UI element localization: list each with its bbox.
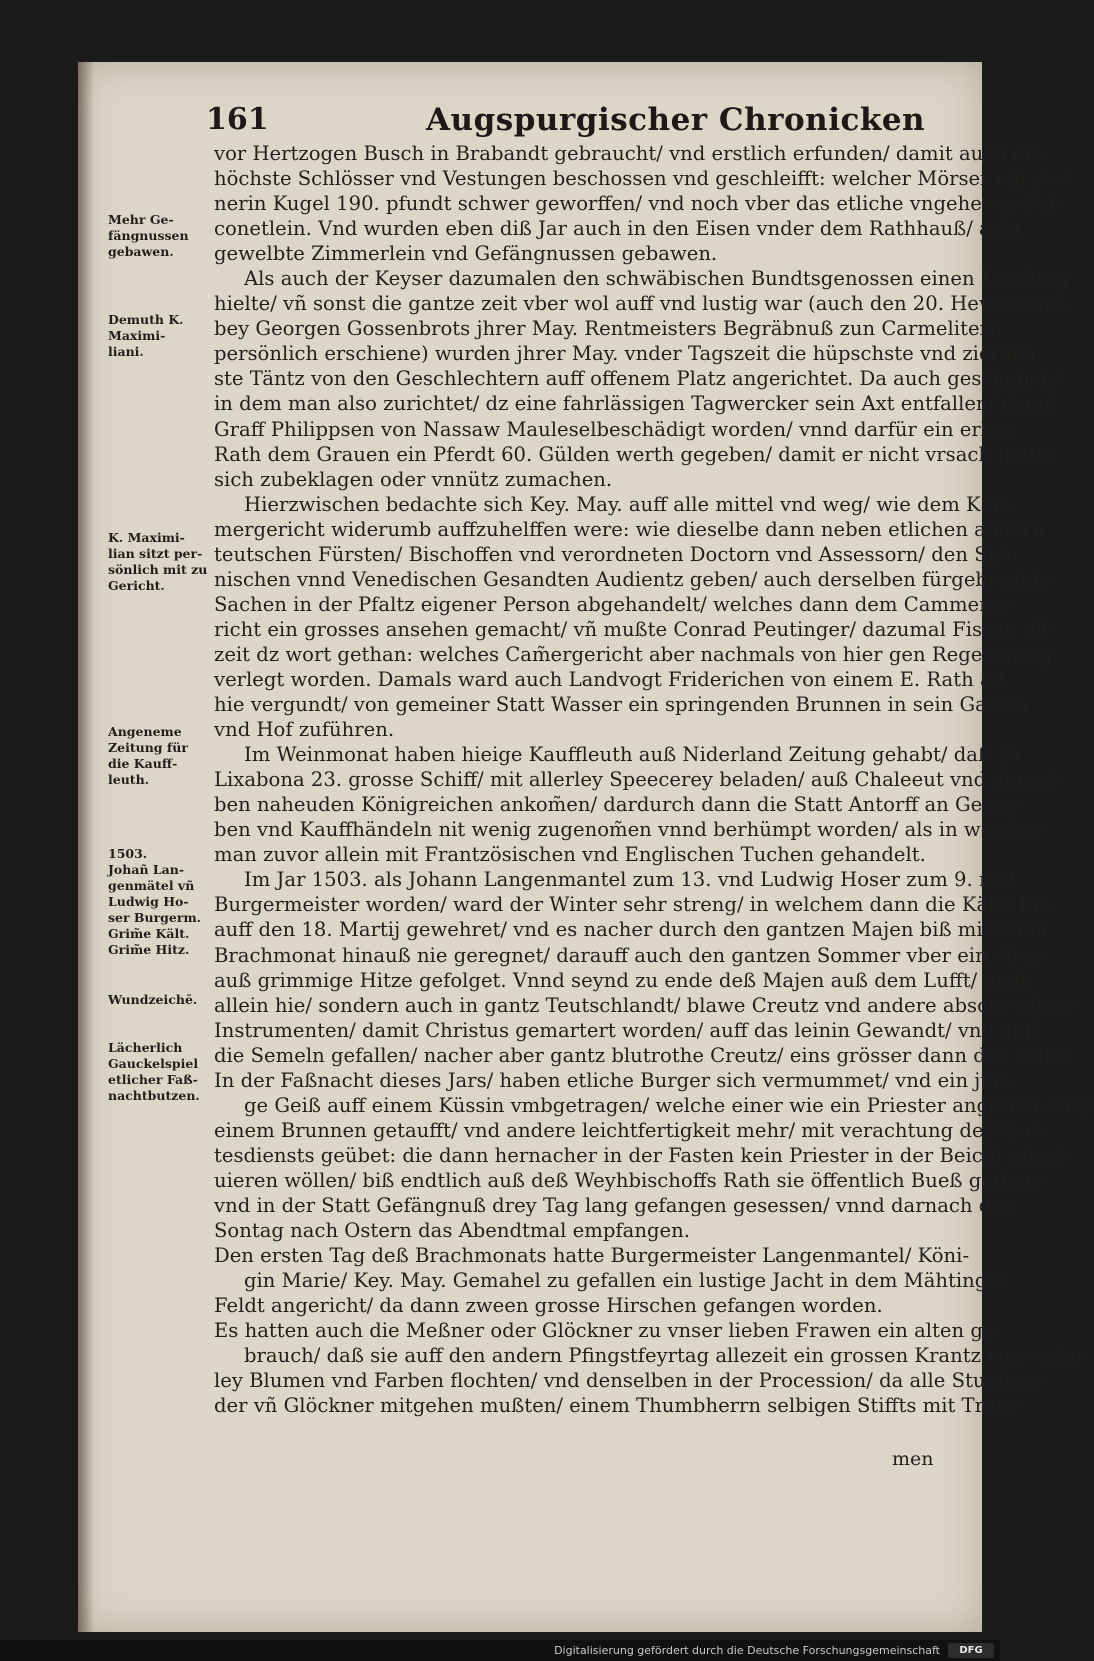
text-line: zeit dz wort gethan: welches Cam̃ergericht aber nachmals von hier gen Regenspurg (214, 642, 1053, 666)
margin-note-line: fängnussen (108, 228, 189, 243)
text-line: nerin Kugel 190. pfundt schwer geworffen/ vnd noch vber das etliche vngehewre Fal- (214, 192, 1063, 216)
text-line: persönlich erschiene) wurden jhrer May. vnder Tagszeit die hüpschste vnd zierlich- (214, 342, 1043, 366)
margin-note-line: Wundzeichē. (108, 992, 198, 1007)
text-line: In der Faßnacht dieses Jars/ haben etliche Burger sich vermummet/ vnd ein jun- (214, 1068, 1013, 1092)
margin-note-line: Demuth K. (108, 312, 184, 327)
text-line: Burgermeister worden/ ward der Winter sehr streng/ in welchem dann die Kälte biß (214, 893, 1053, 917)
margin-note (108, 312, 208, 360)
margin-note-line: nachtbutzen. (108, 1088, 200, 1103)
text-line: vor Hertzogen Busch in Brabandt gebraucht/ vnd erstlich erfunden/ damit auch die (214, 142, 1044, 165)
margin-note-line: Lächerlich (108, 1040, 183, 1055)
text-line: in dem man also zurichtet/ dz eine fahrlässigen Tagwercker sein Axt entfallen/ damit (214, 392, 1059, 416)
margin-note-line: etlicher Faß- (108, 1072, 198, 1087)
margin-note-line: Angeneme (108, 724, 182, 739)
margin-note-line: Maximi- (108, 328, 166, 343)
text-line: auff den 18. Martij gewehret/ vnd es nacher durch den gantzen Majen biß mitten in (214, 918, 1048, 942)
page-header (206, 102, 946, 142)
text-line: Im Jar 1503. als Johann Langenmantel zum 13. vnd Ludwig Hoser zum 9. mal (244, 868, 1016, 892)
text-line: gin Marie/ Key. May. Gemahel zu gefallen ein lustige Jacht in dem Mähtinger (244, 1269, 1009, 1293)
page-number: 161 (206, 102, 269, 137)
margin-note-line: Mehr Ge- (108, 212, 174, 227)
margin-note-line: Ludwig Ho- (108, 894, 189, 909)
text-line: gewelbte Zimmerlein vnd Gefängnussen gebawen. (214, 242, 718, 266)
margin-note-line: liani. (108, 344, 144, 359)
text-line: nischen vnnd Venedischen Gesandten Audientz geben/ auch derselben fürgebrachte (214, 567, 1053, 591)
footer-bar (0, 1640, 1000, 1661)
text-line: sich zubeklagen oder vnnütz zumachen. (214, 467, 613, 491)
text-line: mergericht widerumb auffzuhelffen were: wie dieselbe dann neben etlichen andern (214, 517, 1045, 541)
margin-note-line: Grim̃e Kält. (108, 926, 190, 941)
body-text (214, 141, 1094, 1418)
text-line: tesdiensts geübet: die dann hernacher in der Fasten kein Priester in der Beicht absol- (214, 1143, 1069, 1167)
text-line: Hierzwischen bedachte sich Key. May. auff alle mittel vnd weg/ wie dem Kam- (244, 492, 1018, 516)
text-line: uieren wöllen/ biß endtlich auß deß Weyhbischoffs Rath sie öffentlich Bueß gethan/ (214, 1168, 1045, 1192)
text-line: Brachmonat hinauß nie geregnet/ darauff auch den gantzen Sommer vber ein vber- (214, 943, 1046, 967)
margin-note-line: lian sitzt per- (108, 546, 203, 561)
text-line: der vñ Glöckner mitgehen mußten/ einem Thumbherrn selbigen Stiffts mit Trum- (214, 1394, 1022, 1418)
text-line: Graff Philippsen von Nassaw Mauleselbeschädigt worden/ vnnd darfür ein erbar (214, 417, 1015, 441)
text-line: Feldt angericht/ da dann zween grosse Hirschen gefangen worden. (214, 1294, 883, 1318)
page-gutter-shadow (78, 62, 94, 1632)
margin-note (108, 846, 208, 958)
margin-note-line: Gauckelspiel (108, 1056, 199, 1071)
margin-note (108, 530, 208, 594)
margin-note-line: ser Burgerm. (108, 910, 202, 925)
text-line: ste Täntz von den Geschlechtern auff offenem Platz angerichtet. Da auch geschehen/ (214, 367, 1061, 391)
catchword: men (892, 1448, 934, 1470)
running-title: Augspurgischer Chronicken (426, 102, 926, 138)
text-line: die Semeln gefallen/ nacher aber gantz blutrothe Creutz/ eins grösser dann das ander. (214, 1043, 1076, 1067)
text-line: man zuvor allein mit Frantzösischen vnd Englischen Tuchen gehandelt. (214, 843, 926, 867)
margin-note-line: die Kauff- (108, 756, 178, 771)
text-line: hielte/ vñ sonst die gantze zeit vber wol auff vnd lustig war (auch den 20. Hewmonats (214, 292, 1069, 316)
text-line: Als auch der Keyser dazumalen den schwäbischen Bundtsgenossen einen Kreißtag (244, 267, 1068, 291)
margin-note-line: gebawen. (108, 244, 174, 259)
text-line: richt ein grosses ansehen gemacht/ vñ mußte Conrad Peutinger/ dazumal Fiscal/ all- (214, 617, 1055, 641)
text-line: Lixabona 23. grosse Schiff/ mit allerley Speecerey beladen/ auß Chaleeut vnd dersel- (214, 768, 1061, 792)
margin-note (108, 724, 208, 788)
margin-note (108, 212, 208, 260)
text-line: ge Geiß auff einem Küssin vmbgetragen/ welche einer wie ein Priester angethan/ bey (244, 1093, 1094, 1117)
margin-note-line: Gericht. (108, 578, 165, 593)
text-line: ley Blumen vnd Farben flochten/ vnd denselben in der Procession/ da alle Stuelbrü- (214, 1369, 1045, 1393)
text-line: brauch/ daß sie auff den andern Pfingstfeyrtag allezeit ein grossen Krantz von vieler- (244, 1344, 1092, 1368)
text-line: höchste Schlösser vnd Vestungen beschossen vnd geschleifft: welcher Mörser ein stei- (214, 167, 1075, 191)
text-line: ben naheuden Königreichen ankom̃en/ dardurch dann die Statt Antorff an Gewer- (214, 793, 1027, 817)
text-line: Rath dem Grauen ein Pferdt 60. Gülden werth gegeben/ damit er nicht vrsach hette/ (214, 442, 1056, 466)
text-line: vnd Hof zuführen. (214, 718, 395, 742)
margin-note (108, 992, 208, 1008)
text-line: einem Brunnen getaufft/ vnd andere leichtfertigkeit mehr/ mit verachtung deß Got- (214, 1118, 1045, 1142)
text-line: Sontag nach Ostern das Abendtmal empfangen. (214, 1219, 690, 1243)
text-line: ben vnd Kauffhändeln nit wenig zugenom̃en vnnd berhümpt worden/ als in welcher (214, 818, 1044, 842)
text-line: teutschen Fürsten/ Bischoffen vnd verordneten Doctorn vnd Assessorn/ den Spa- (214, 542, 1019, 566)
margin-note-line: Grim̃e Hitz. (108, 942, 190, 957)
text-line: hie vergundt/ von gemeiner Statt Wasser ein springenden Brunnen in sein Garten (214, 693, 1029, 717)
text-line: conetlein. Vnd wurden eben diß Jar auch in den Eisen vnder dem Rathhauß/ acht (214, 217, 1023, 241)
text-line: Im Weinmonat haben hieige Kauffleuth auß Niderland Zeitung gehabt/ daß zu (244, 743, 1021, 767)
text-line: allein hie/ sondern auch in gantz Teutschlandt/ blawe Creutz vnd andere abschewliche (214, 993, 1077, 1017)
margin-note-line: sönlich mit zu (108, 562, 208, 577)
text-line: auß grimmige Hitze gefolget. Vnnd seynd zu ende deß Majen auß dem Lufft/ nicht (214, 968, 1034, 992)
margin-note-line: K. Maximi- (108, 530, 185, 545)
text-line: Instrumenten/ damit Christus gemartert worden/ auff das leinin Gewandt/ vnd auff (214, 1018, 1039, 1042)
margin-note-line: Johañ Lan- (108, 862, 185, 877)
funding-note: Digitalisierung gefördert durch die Deutsche Forschungsgemeinschaft (554, 1644, 940, 1657)
text-line: vnd in der Statt Gefängnuß drey Tag lang gefangen gesessen/ vnnd darnach den (214, 1193, 1016, 1217)
text-line: Den ersten Tag deß Brachmonats hatte Burgermeister Langenmantel/ Köni- (214, 1244, 970, 1268)
text-line: verlegt worden. Damals ward auch Landvogt Friderichen von einem E. Rath all- (214, 667, 1011, 691)
margin-note-line: 1503. (108, 846, 148, 861)
text-line: bey Georgen Gossenbrots jhrer May. Rentmeisters Begräbnuß zun Carmelitern (214, 317, 1002, 341)
margin-note-line: genmätel vñ (108, 878, 195, 893)
text-line: Es hatten auch die Meßner oder Glöckner zu vnser lieben Frawen ein alten ge- (214, 1319, 1002, 1343)
dfg-logo: DFG (948, 1643, 994, 1658)
text-line: Sachen in der Pfaltz eigener Person abgehandelt/ welches dann dem Cammerge- (214, 592, 1020, 616)
margin-note-line: leuth. (108, 772, 150, 787)
margin-note-line: Zeitung für (108, 740, 188, 755)
margin-note (108, 1040, 208, 1104)
